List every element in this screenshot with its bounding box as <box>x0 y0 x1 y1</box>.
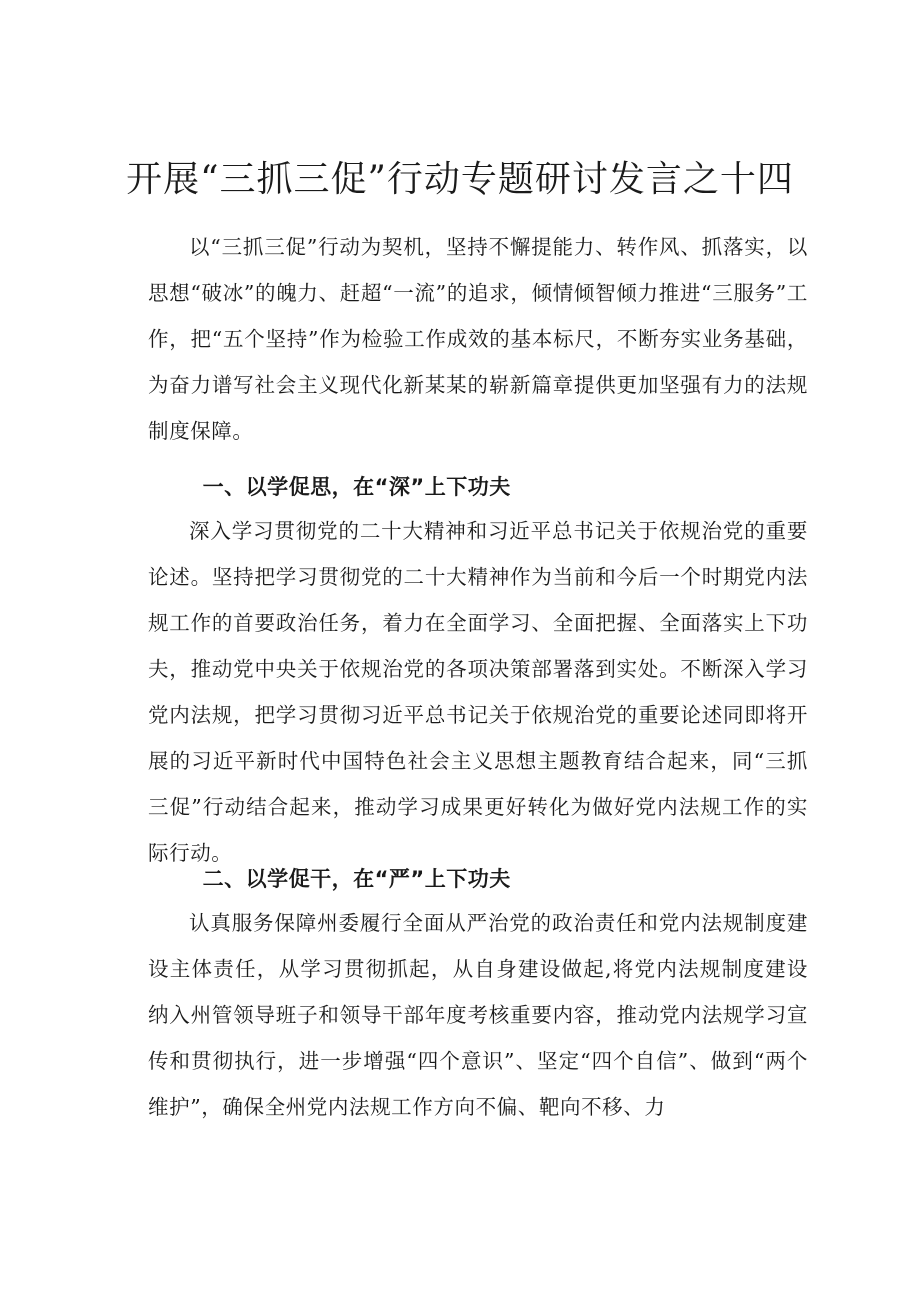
intro-paragraph: 以“三抓三促”行动为契机，坚持不懈提能力、转作风、抓落实，以思想“破冰”的魄力、赶超“一流”的追求，倾情倾智倾力推进“三服务”工作，把“五个坚持”作为检验工作成效的基本标尺，不断夯实业务基础，为奋力谱写社会主义现代化新某某的崭新篇章提供更加坚强有力的法规制度保障。 <box>148 235 808 443</box>
section-body-2: 认真服务保障州委履行全面从严治党的政治责任和党内法规制度建设主体责任，从学习贯彻抓起，从自身建设做起,将党内法规制度建设纳入州管领导班子和领导干部年度考核重要内容，推动党内法规学习宣传和贯彻执行，进一步增强“四个意识”、坚定“四个自信”、做到“两个维护”，确保全州党内法规工作方向不偏、靶向不移、力 <box>148 911 808 1119</box>
section-heading-2: 二、以学促干，在“严”上下功夫 <box>202 867 511 891</box>
section-heading-1: 一、以学促思，在“深”上下功夫 <box>202 475 511 499</box>
section-body-1: 深入学习贯彻党的二十大精神和习近平总书记关于依规治党的重要论述。坚持把学习贯彻党的二十大精神作为当前和今后一个时期党内法规工作的首要政治任务，着力在全面学习、全面把握、全面落实上下功夫，推动党中央关于依规治党的各项决策部署落到实处。不断深入学习党内法规，把学习贯彻习近平总书记关于依规治党的重要论述同即将开展的习近平新时代中国特色社会主义思想主题教育结合起来，同“三抓三促”行动结合起来，推动学习成果更好转化为做好党内法规工作的实际行动。 <box>148 519 808 865</box>
document-title: 开展“三抓三促”行动专题研讨发言之十四 <box>126 159 794 200</box>
